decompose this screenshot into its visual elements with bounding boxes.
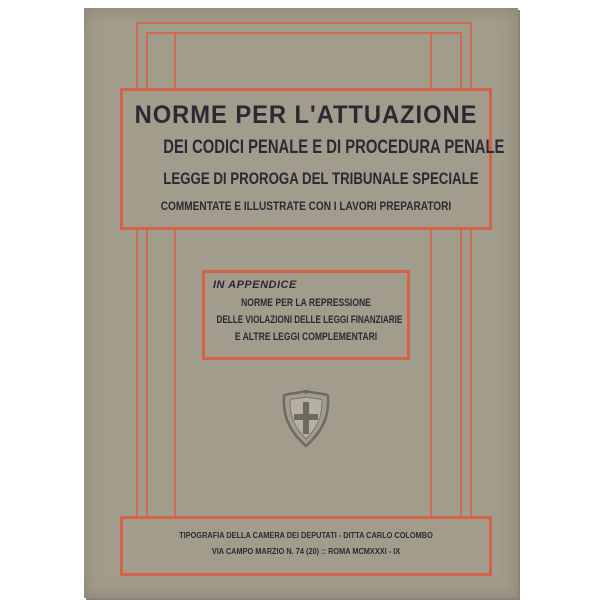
book-cover bbox=[84, 8, 518, 598]
imprint-line-2: VIA CAMPO MARZIO N. 74 (20) :: ROMA MCMXXXI - IX bbox=[211, 547, 401, 556]
appendix-line-2: DELLE VIOLAZIONI DELLE LEGGI FINANZIARIE bbox=[216, 314, 403, 326]
title-line-1: NORME PER L'ATTUAZIONE bbox=[134, 101, 478, 129]
imprint-box bbox=[120, 516, 492, 576]
imprint-line-1: TIPOGRAFIA DELLA CAMERA DEI DEPUTATI - DITTA CARLO COLOMBO bbox=[179, 531, 433, 540]
title-box bbox=[120, 88, 505, 230]
appendix-line-3: E ALTRE LEGGI COMPLEMENTARI bbox=[234, 331, 378, 343]
appendix-box bbox=[202, 270, 410, 360]
title-line-3: LEGGE DI PROROGA DEL TRIBUNALE SPECIALE bbox=[163, 169, 479, 188]
appendix-heading: IN APPENDICE bbox=[213, 279, 297, 291]
appendix-line-1: NORME PER LA REPRESSIONE bbox=[241, 297, 371, 309]
title-line-4: COMMENTATE E ILLUSTRATE CON I LAVORI PREPARATORI bbox=[160, 199, 452, 213]
savoy-cross-shield-emblem bbox=[280, 388, 332, 450]
title-line-2: DEI CODICI PENALE E DI PROCEDURA PENALE bbox=[163, 137, 505, 158]
frame-line-top-outer bbox=[136, 22, 470, 24]
frame-line-top-inner bbox=[146, 32, 460, 34]
